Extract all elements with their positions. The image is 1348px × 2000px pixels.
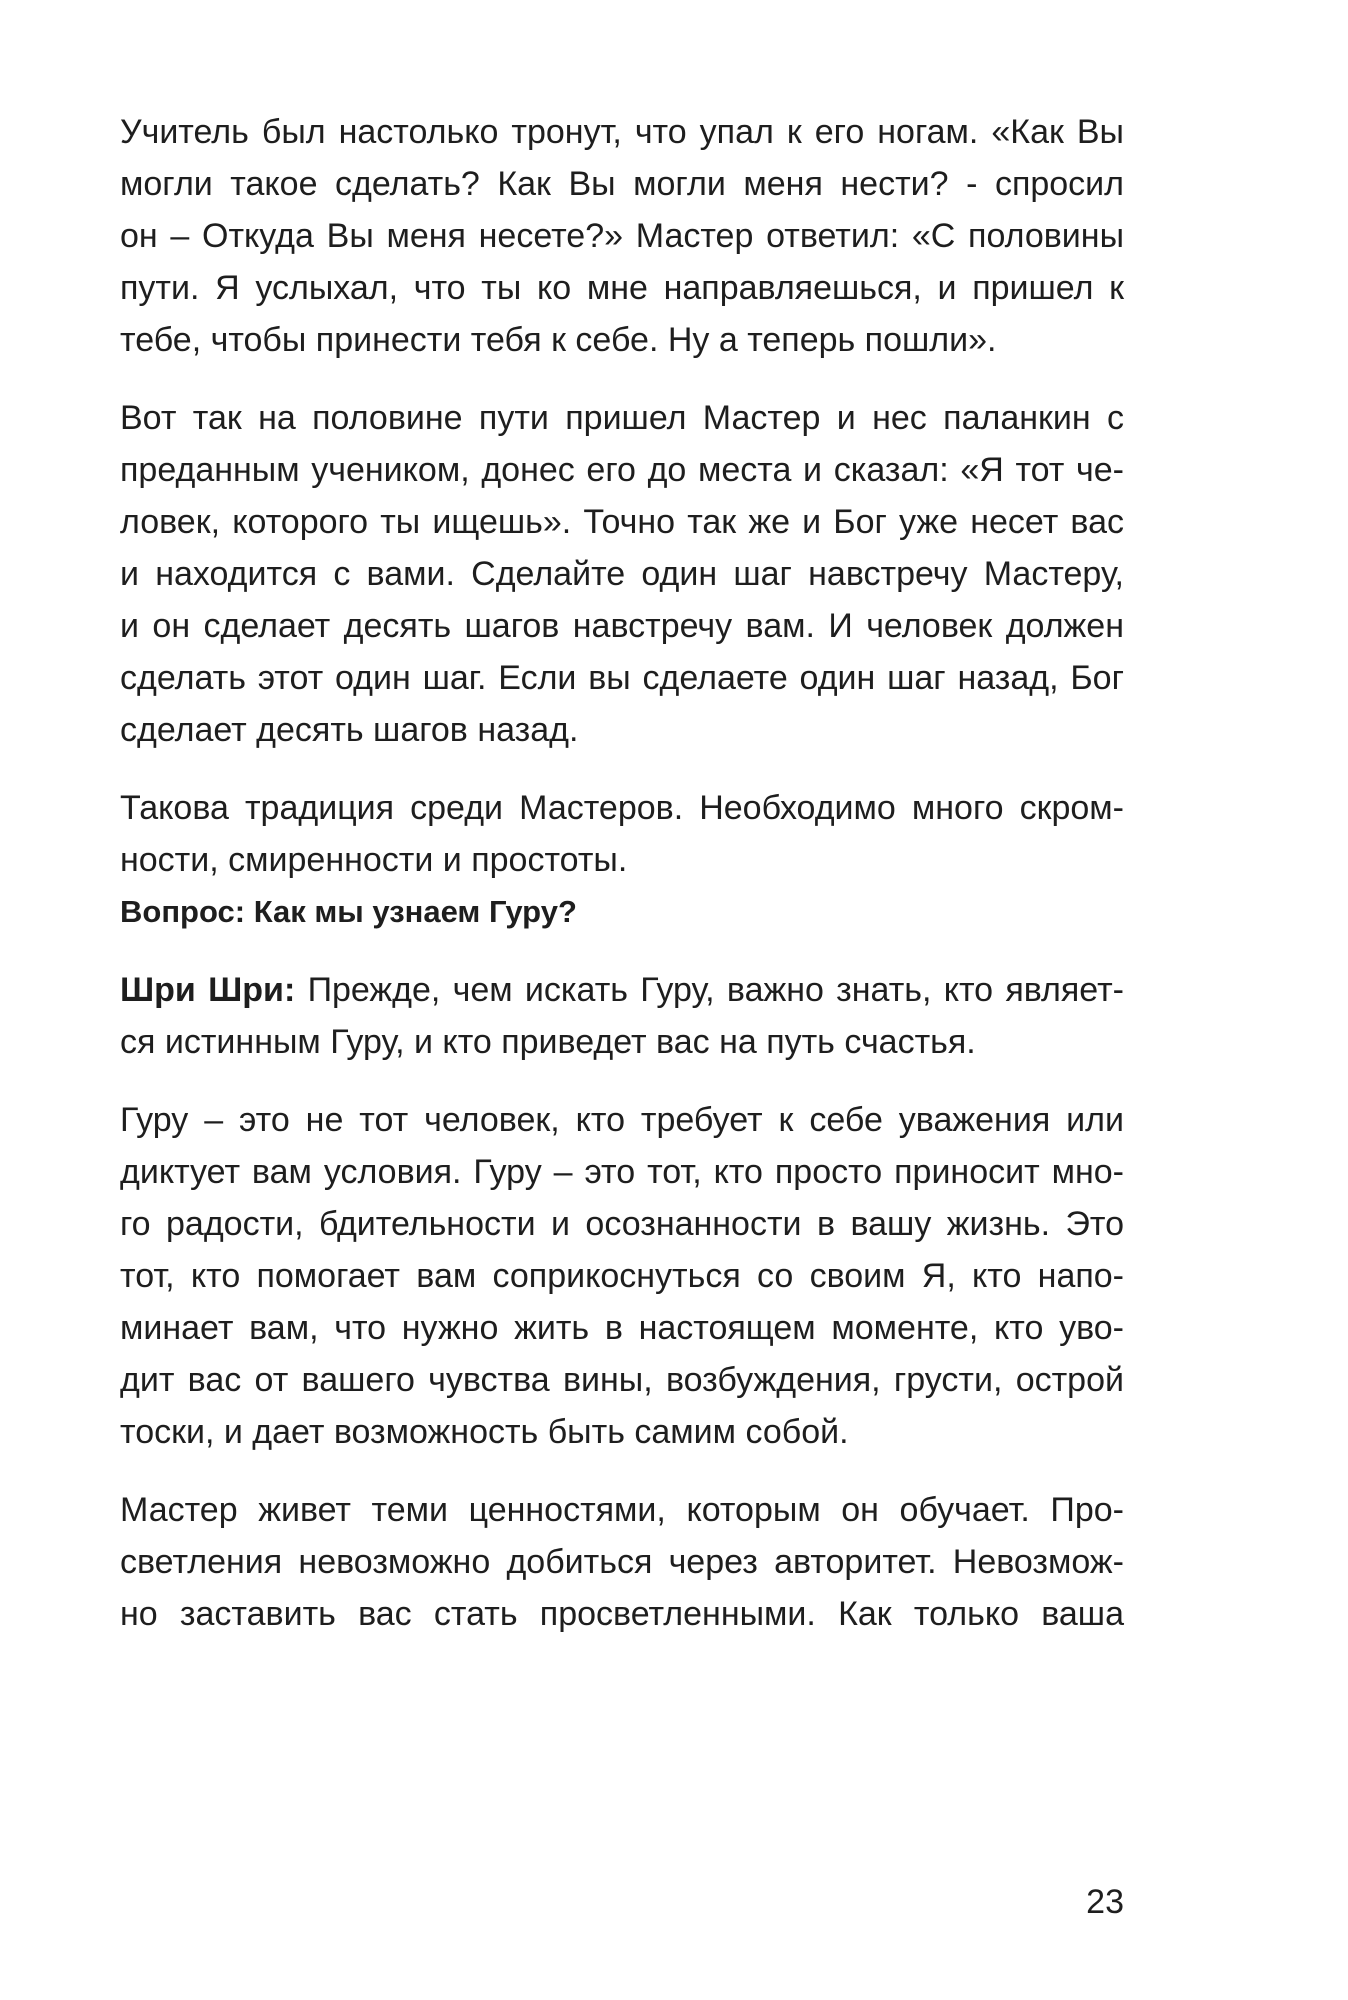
speaker-label: Шри Шри: [120,971,296,1009]
text-line: пути. Я услыхал, что ты ко мне направляешься, и пришел к [120,269,1124,307]
text-line: Учитель был настолько тронут, что упал к его ногам. «Как Вы [120,113,1124,151]
text-line: го радости, бдительности и осознанности в вашу жизнь. Это [120,1205,1124,1243]
text-line: он – Откуда Вы меня несете?» Мастер ответил: «С половины [120,217,1124,255]
text-line [120,964,1124,1016]
text-line: ности, смиренности и простоты. [120,841,628,879]
text-line: и находится с вами. Сделайте один шаг навстречу Мастеру, [120,555,1124,593]
paragraph-2 [120,392,1124,756]
text-line: но заставить вас стать просветленными. Как только ваша [120,1595,1124,1633]
text-line: Вот так на половине пути пришел Мастер и нес паланкин с [120,399,1124,437]
text-line: минает вам, что нужно жить в настоящем моменте, кто уво- [120,1309,1124,1347]
question-heading: Вопрос: Как мы узнаем Гуру? [120,894,577,929]
text-line: диктует вам условия. Гуру – это тот, кто просто приносит мно- [120,1153,1124,1191]
text-line: могли такое сделать? Как Вы могли меня нести? - спросил [120,165,1124,203]
text-line: тоски, и дает возможность быть самим собой. [120,1413,849,1451]
paragraph-5 [120,1094,1124,1458]
page-body [120,106,1124,1640]
answer-text: Прежде, чем искать Гуру, важно знать, кто являет- [295,971,1124,1009]
text-line: ся истинным Гуру, и кто приведет вас на путь счастья. [120,1023,976,1061]
text-line: дит вас от вашего чувства вины, возбуждения, грусти, острой [120,1361,1124,1399]
paragraph-1 [120,106,1124,366]
text-line: светления невозможно добиться через авторитет. Невозмож- [120,1543,1124,1581]
text-line: преданным учеником, донес его до места и сказал: «Я тот че- [120,451,1124,489]
answer-paragraph [120,964,1124,1068]
text-line: сделает десять шагов назад. [120,711,579,749]
text-line: Такова традиция среди Мастеров. Необходимо много скром- [120,789,1124,827]
page-number: 23 [1086,1883,1124,1921]
text-line: сделать этот один шаг. Если вы сделаете один шаг назад, Бог [120,659,1124,697]
paragraph-3 [120,782,1124,886]
text-line: Мастер живет теми ценностями, которым он обучает. Про- [120,1491,1124,1529]
text-line: и он сделает десять шагов навстречу вам. И человек должен [120,607,1124,645]
paragraph-6 [120,1484,1124,1640]
text-line: Гуру – это не тот человек, кто требует к себе уважения или [120,1101,1124,1139]
text-line: тот, кто помогает вам соприкоснуться со своим Я, кто напо- [120,1257,1124,1295]
text-line: ловек, которого ты ищешь». Точно так же и Бог уже несет вас [120,503,1124,541]
text-line: тебе, чтобы принести тебя к себе. Ну а теперь пошли». [120,321,997,359]
